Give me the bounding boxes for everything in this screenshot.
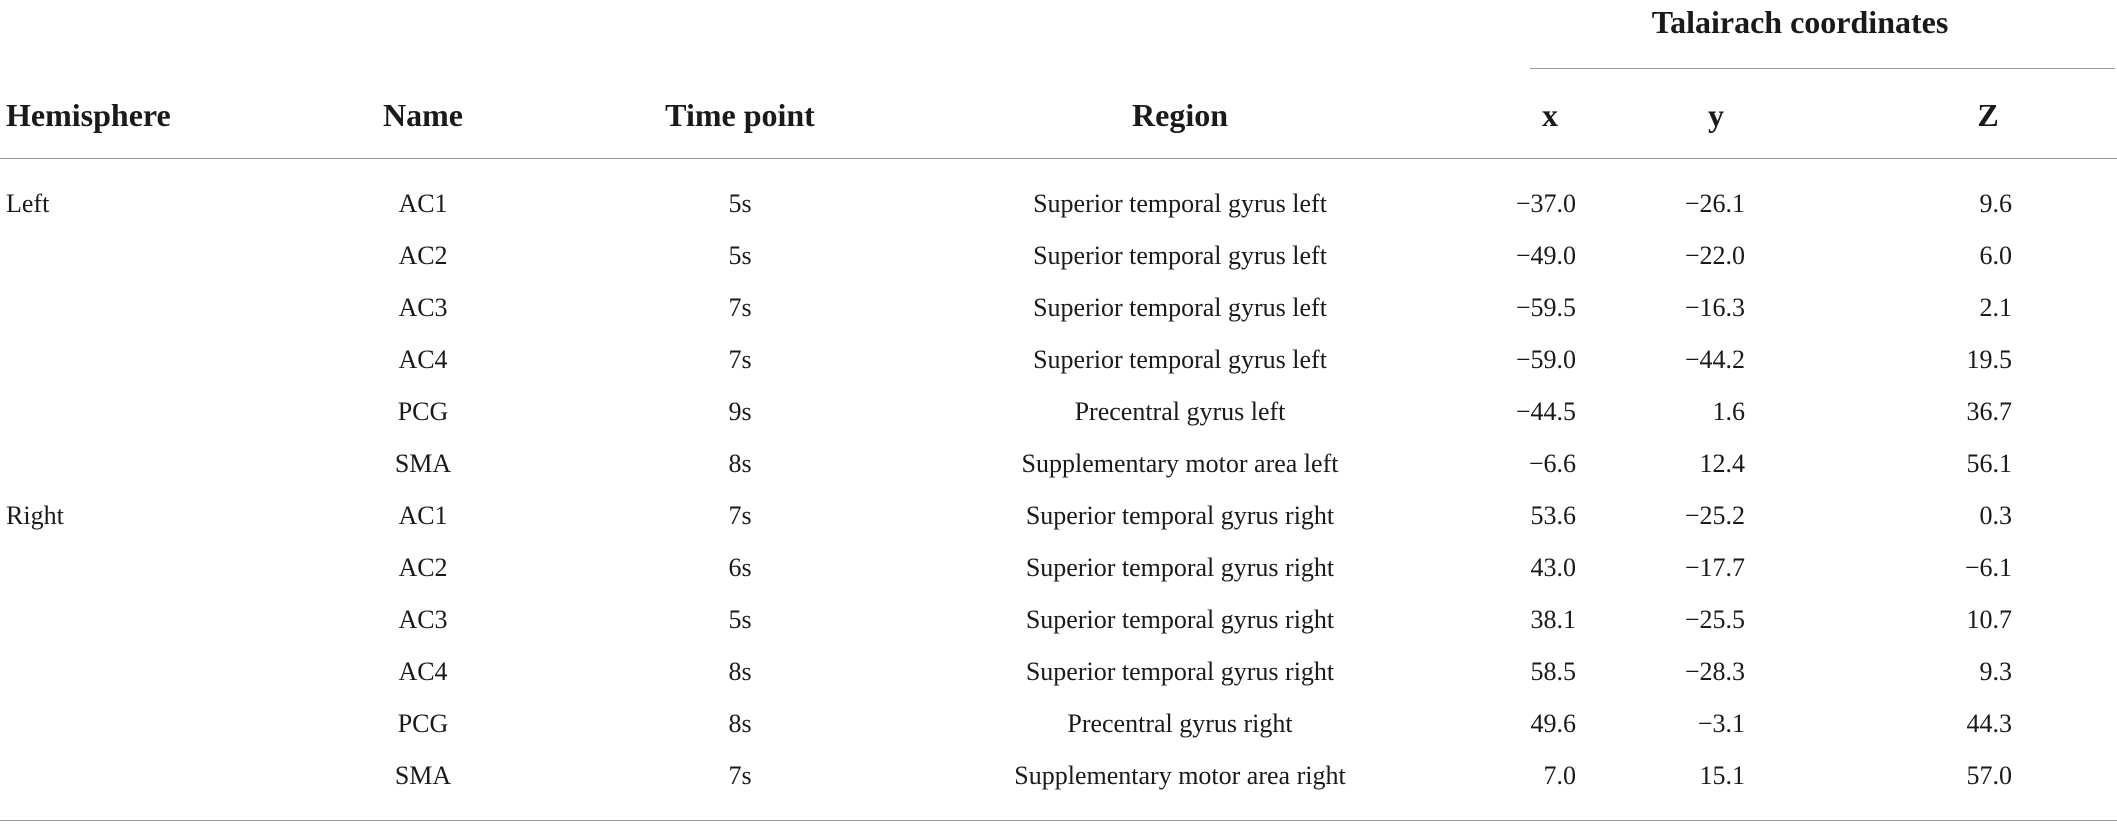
cell-name: AC4 <box>398 657 448 686</box>
cell-time-point: 8s <box>728 709 752 738</box>
cell-time-point: 5s <box>728 189 752 218</box>
cell-region: Supplementary motor area left <box>1021 449 1339 478</box>
cell-region: Superior temporal gyrus left <box>1033 241 1327 270</box>
cell-region: Superior temporal gyrus right <box>1025 657 1335 686</box>
group-header-rule <box>1530 68 2115 69</box>
cell-time-point: 7s <box>728 293 752 322</box>
header-name: Name <box>383 97 463 133</box>
cell-y: 12.4 <box>1699 449 1745 478</box>
cell-hemisphere <box>6 698 226 750</box>
table-row <box>0 438 2117 490</box>
cell-y: 1.6 <box>1712 397 1745 426</box>
header-hemisphere: Hemisphere <box>6 97 171 133</box>
cell-x: 53.6 <box>1530 501 1576 530</box>
cell-time-point: 6s <box>728 553 752 582</box>
header-x: x <box>1542 97 1558 133</box>
cell-hemisphere <box>6 386 226 438</box>
cell-z: 0.3 <box>1979 501 2012 530</box>
cell-x: −6.6 <box>1528 449 1576 478</box>
cell-y: −22.0 <box>1684 241 1745 270</box>
table-row <box>0 230 2117 282</box>
header-region: Region <box>1132 97 1228 133</box>
table-row <box>0 542 2117 594</box>
cell-x: −44.5 <box>1515 397 1576 426</box>
cell-y: −17.7 <box>1684 553 1745 582</box>
cell-name: AC3 <box>398 605 448 634</box>
cell-z: 44.3 <box>1966 709 2012 738</box>
cell-z: 9.6 <box>1979 189 2012 218</box>
cell-name: AC3 <box>398 293 448 322</box>
cell-region: Precentral gyrus right <box>1067 709 1293 738</box>
cell-z: 9.3 <box>1979 657 2012 686</box>
cell-x: 43.0 <box>1530 553 1576 582</box>
header-row <box>0 90 2117 140</box>
table-row <box>0 646 2117 698</box>
cell-y: −25.2 <box>1684 501 1745 530</box>
table-row <box>0 178 2117 230</box>
cell-region: Superior temporal gyrus left <box>1033 293 1327 322</box>
cell-z: 6.0 <box>1979 241 2012 270</box>
cell-x: 49.6 <box>1530 709 1576 738</box>
cell-z: −6.1 <box>1964 553 2012 582</box>
cell-time-point: 5s <box>728 241 752 270</box>
cell-x: 38.1 <box>1530 605 1576 634</box>
cell-name: AC4 <box>398 345 448 374</box>
cell-time-point: 7s <box>728 761 752 790</box>
cell-name: SMA <box>394 761 452 790</box>
cell-hemisphere <box>6 438 226 490</box>
cell-y: −16.3 <box>1684 293 1745 322</box>
cell-z: 19.5 <box>1966 345 2012 374</box>
table-row <box>0 282 2117 334</box>
header-time-point: Time point <box>665 97 815 133</box>
table-row <box>0 386 2117 438</box>
cell-name: AC2 <box>398 553 448 582</box>
cell-x: −37.0 <box>1515 189 1576 218</box>
cell-y: −44.2 <box>1684 345 1745 374</box>
cell-x: −59.0 <box>1515 345 1576 374</box>
cell-region: Superior temporal gyrus right <box>1025 605 1335 634</box>
cell-region: Superior temporal gyrus right <box>1025 553 1335 582</box>
cell-hemisphere: Left <box>6 189 50 218</box>
cell-region: Superior temporal gyrus left <box>1033 345 1327 374</box>
cell-z: 2.1 <box>1979 293 2012 322</box>
cell-y: 15.1 <box>1699 761 1745 790</box>
cell-time-point: 9s <box>728 397 752 426</box>
cell-z: 57.0 <box>1966 761 2012 790</box>
cell-hemisphere <box>6 594 226 646</box>
cell-name: PCG <box>397 709 449 738</box>
cell-region: Precentral gyrus left <box>1074 397 1286 426</box>
cell-x: 58.5 <box>1530 657 1576 686</box>
cell-hemisphere <box>6 282 226 334</box>
cell-x: −49.0 <box>1515 241 1576 270</box>
cell-hemisphere <box>6 646 226 698</box>
cell-hemisphere <box>6 230 226 282</box>
cell-time-point: 7s <box>728 345 752 374</box>
cell-region: Supplementary motor area right <box>1014 761 1346 790</box>
table-row <box>0 594 2117 646</box>
cell-z: 56.1 <box>1966 449 2012 478</box>
cell-name: AC1 <box>398 501 448 530</box>
cell-y: −25.5 <box>1684 605 1745 634</box>
cell-y: −28.3 <box>1684 657 1745 686</box>
cell-region: Superior temporal gyrus right <box>1025 501 1335 530</box>
table-row <box>0 490 2117 542</box>
cell-name: AC2 <box>398 241 448 270</box>
bottom-rule <box>0 820 2117 821</box>
cell-hemisphere: Right <box>6 501 64 530</box>
header-z: Z <box>1977 97 1999 133</box>
cell-hemisphere <box>6 334 226 386</box>
cell-name: AC1 <box>398 189 448 218</box>
cell-region: Superior temporal gyrus left <box>1033 189 1327 218</box>
table-row <box>0 334 2117 386</box>
table-row <box>0 750 2117 802</box>
cell-x: −59.5 <box>1515 293 1576 322</box>
cell-hemisphere <box>6 750 226 802</box>
cell-y: −26.1 <box>1684 189 1745 218</box>
cell-name: SMA <box>394 449 452 478</box>
cell-x: 7.0 <box>1543 761 1576 790</box>
cell-y: −3.1 <box>1697 709 1745 738</box>
header-rule <box>0 158 2117 159</box>
cell-time-point: 5s <box>728 605 752 634</box>
cell-z: 10.7 <box>1966 605 2012 634</box>
cell-name: PCG <box>397 397 449 426</box>
cell-time-point: 8s <box>728 657 752 686</box>
cell-hemisphere <box>6 542 226 594</box>
cell-time-point: 8s <box>728 449 752 478</box>
cell-time-point: 7s <box>728 501 752 530</box>
cell-z: 36.7 <box>1966 397 2012 426</box>
talairach-group-header: Talairach coordinates <box>1651 4 1949 40</box>
table-row <box>0 698 2117 750</box>
header-y: y <box>1708 97 1724 133</box>
